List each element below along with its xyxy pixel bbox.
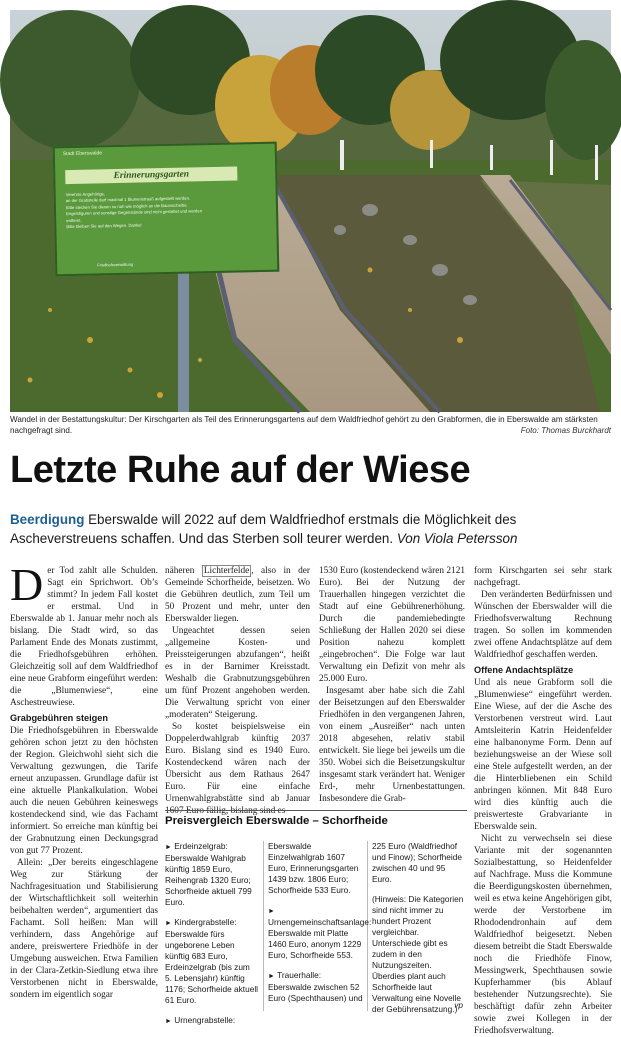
sign-footer: Friedhofsverwaltung (97, 261, 134, 268)
byline: Von Viola Petersson (396, 531, 518, 546)
sign-text: Verehrte Angehörige, an der Grabstelle darf maximal 1 Blumenstrauß aufgestellt werden. Bitte stecken Sie diesen so nah wie möglich an die Baumscheibe. Engelsfiguren und sonstige Gegenstände sind nicht gestattet und werden entfernt. Bitte bleiben Sie auf den Wegen. Danke! (65, 191, 203, 230)
drop-cap: D (10, 559, 44, 610)
comparison-entry: ► Trauerhalle: Eberswalde zwischen 52 Euro (Spechthausen) und (268, 970, 363, 1003)
article-paragraph: Nicht zu verwechseln sei diese Variante mit der sogenannten Sozialbestattung, so Heidenfelder auf Nachfrage. Muss die Kommune die Beerdigungskosten übernehmen, weil es etwa keine Angehörigen gibt, werde der Verstorbene im Rhododendronhain auf dem Waldfriedhof beigesetzt. Neben diesem betreibt die Stadt Eberswalde noch die Friedhöfe Finow, Messingwerk, Spechthausen sowie Kupferhammer (bis Ablauf bestehender Nutzungsrechte). Sie beschäftigt dafür zehn Arbeiter sowie zwei Kollegen in der Friedhofsverwaltung. (474, 834, 612, 1036)
lead-paragraph (10, 510, 611, 548)
article-photo (10, 10, 611, 412)
comparison-column-2 (268, 841, 372, 1013)
article-paragraph: So kostet beispielsweise ein Doppelerdwahlgrab künftig 2037 Euro. Bislang sind es 1940 Euro. Kostendeckend wären nach der Übersicht aus dem Rathaus 2647 Euro. Für eine einfache Urnenwahlgrabstätte sind ab Januar 1607 Euro fällig, bislang sind es (165, 722, 310, 816)
article-paragraph: Allein: „Der bereits eingeschlagene Weg zur Stärkung der Nachfragesituation und Stabilisierung der Wirtschaftlichkeit soll weiterhin beibehalten werden“, argumentiert das Fachamt. Soll heißen: Man will verhindern, dass Angehörige auf andere, preiswertere Friedhöfe in der Umgebung ausweichen. Etwa Familien in der Clara-Zetkin-Siedlung etwa ihre Verstorbenen nicht in Eberswalde, sondern im eigentlich sogar (10, 858, 158, 1000)
subheading: Grabgebühren steigen (10, 713, 109, 723)
article-column-4 (474, 565, 612, 1037)
kicker: Beerdigung (10, 512, 85, 527)
comparison-entry: ► Urnengrabstelle: (165, 1015, 236, 1025)
photo-caption: Wandel in der Bestattungskultur: Der Kirschgarten als Teil des Erinnerungsgartens auf dem Waldfriedhof gehört zu den Grabformen, die in Eberswalde am stärksten nachgefragt sind. (10, 415, 598, 435)
arrow-icon: ► (165, 920, 172, 927)
article-paragraph: näheren Lichterfelde , also in der Gemeinde Schorfheide, beisetzen. Wo die Gebühren deutlich, zum Teil um 50 Prozent und mehr, unter den Eberswalder liegen. (165, 566, 310, 624)
comparison-entry: ► Urnengemeinschaftsanlage: Eberswalde mit Platte 1460 Euro, anonym 1229 Euro, Schorfheide 553. (268, 908, 372, 960)
comparison-column-1 (165, 841, 259, 1036)
article-paragraph: Insgesamt aber habe sich die Zahl der Beisetzungen auf den Eberswalder Friedhöfen in den vergangenen Jahren, von einem „Ausreißer“ nach unten 2018 abgesehen, relativ stabil entwickelt. Sie liege bei jeweils um die 350. Wobei sich die Beisetzungskultur insgesamt stark verändert hat. Weniger Erd-, mehr Urnenbestattungen. Insbesondere die Grab- (319, 686, 465, 804)
comparison-entry: ► Kindergrabstelle: Eberswalde fürs ungeborene Leben künftig 683 Euro, Erdeinzelgrab (bis zum 5. Lebensjahr) künftig 1176; Schorfheide aktuell 61 Euro. (165, 917, 259, 1005)
comparison-note: (Hinweis: Die Kategorien sind nicht immer zu hundert Prozent vergleichbar. Unterschiede gibt es zudem in den Nutzungszeiten. Überdies plant auch Schorfheide laut Verwaltung eine Novelle der Gebührensatzung.) (372, 894, 464, 1014)
arrow-icon: ► (165, 1018, 172, 1025)
article-paragraph: form Kirschgarten sei sehr stark nachgefragt. (474, 566, 612, 588)
sign-title: Erinnerungsgarten (65, 167, 237, 185)
lead-text: Eberswalde will 2022 auf dem Waldfriedhof erstmals die Möglichkeit des Ascheverstreuens schaffen. Und das Sterben soll teurer werden. (10, 512, 517, 546)
article-paragraph: Der Tod zahlt alle Schulden. Sagt ein Sprichwort. Ob’s stimmt? In jedem Fall kostet er erstmal. Und in Eberswalde ab 1. Januar mehr noch als bislang. Die Stadt wird, so das Parlament Ende des Monats zustimmt, die Friedhofsgebühren erhöhen. Gleichzeitig soll auf dem Waldfriedhof eine neue Grabform eingeführt werden: die „Blumenwiese“, eine Aschestreuwiese. (10, 559, 158, 708)
comparison-column-3 (372, 841, 465, 1024)
article-column-1 (10, 559, 158, 1001)
article-paragraph: Den veränderten Bedürfnissen und Wünschen der Eberswalder will die Friedhofsverwaltung Rechnung tragen. So sollen im kommenden zwei offene Andachtsplätze auf dem Waldfriedhof geschaffen werden. (474, 590, 612, 660)
headline: Letzte Ruhe auf der Wiese (10, 449, 471, 491)
article-column-3 (319, 565, 465, 805)
comparison-entry: Eberswalde Einzelwahlgrab 1607 Euro, Erinnerungsgarten 1439 bzw. 1806 Euro; Schorfheide 533 Euro. (268, 841, 359, 895)
price-comparison-box (165, 810, 467, 1025)
comparison-title: Preisvergleich Eberswalde – Schorfheide (165, 815, 388, 827)
arrow-icon: ► (268, 908, 275, 915)
article-paragraph: 1530 Euro (kostendeckend wären 2121 Euro). Bei der Nutzung der Trauerhallen hingegen verzichtet die Stadt auf eine Gebührenerhöhung. Durch die pandemiebedingte Schließung der Hallen 2020 sei diese Position nahezu komplett „eingebrochen“. Die Folge war laut Verwaltung ein Defizit von mehr als 25.000 Euro. (319, 566, 465, 684)
arrow-icon: ► (165, 844, 172, 851)
column-divider (263, 841, 264, 1011)
photo-credit: Foto: Thomas Burckhardt (520, 425, 611, 435)
comparison-entry: 225 Euro (Waldfriedhof und Finow); Schorfheide zwischen 40 und 95 Euro. (372, 841, 462, 884)
arrow-icon: ► (268, 973, 275, 980)
article-paragraph: Die Friedhofsgebühren in Eberswalde gehören schon jetzt zu den höchsten der Region. Gleichwohl sieht sich die Verwaltung gezwungen, die Tarife erneut anzupassen. Grundlage dafür ist eine aktuelle Plankalkulation. Wobei auch die neuen Gebühren keineswegs kostendeckend sind, wie das Fachamt informiert. So erreiche man künftig bei der Grabnutzung einen Deckungsgrad von gut 77 Prozent. (10, 726, 158, 856)
article-column-2 (165, 565, 310, 817)
sign-logo: Stadt Eberswalde (62, 150, 103, 158)
article-paragraph: Und als neue Grabform soll die „Blumenwiese“ eingeführt werden. Eine Wiese, auf der die Asche des Verstorbenen verstreut wird. Laut Amtsleiterin Katrin Heidenfelder eine halbanonyme Form. Denn auf beziehungsweise an der Wiese soll eine Stele aufgestellt werden, an der die Hinterbliebenen ein Schild anbringen können. Mit 848 Euro wird dies künftig auch die preiswerteste Grabvariante in Eberswalde sein. (474, 678, 612, 832)
author-initials: vp (454, 1000, 463, 1010)
subheading: Offene Andachtsplätze (474, 665, 574, 675)
cemetery-sign (53, 142, 280, 277)
highlighted-word: Lichterfelde (203, 566, 250, 576)
article-paragraph: Ungeachtet dessen seien „allgemeine Kosten- und Preissteigerungen abzufangen“, heißt es in der Barnimer Kreisstadt. Weshalb die Grabnutzungsgebühren um fünf Prozent angehoben werden. Die Verwaltung spricht von einer „moderaten“ Steigerung. (165, 626, 310, 720)
comparison-entry: ► Erdeinzelgrab: Eberswalde Wahlgrab künftig 1859 Euro, Reihengrab 1320 Euro; Schorfheide aktuell 799 Euro. (165, 841, 252, 907)
